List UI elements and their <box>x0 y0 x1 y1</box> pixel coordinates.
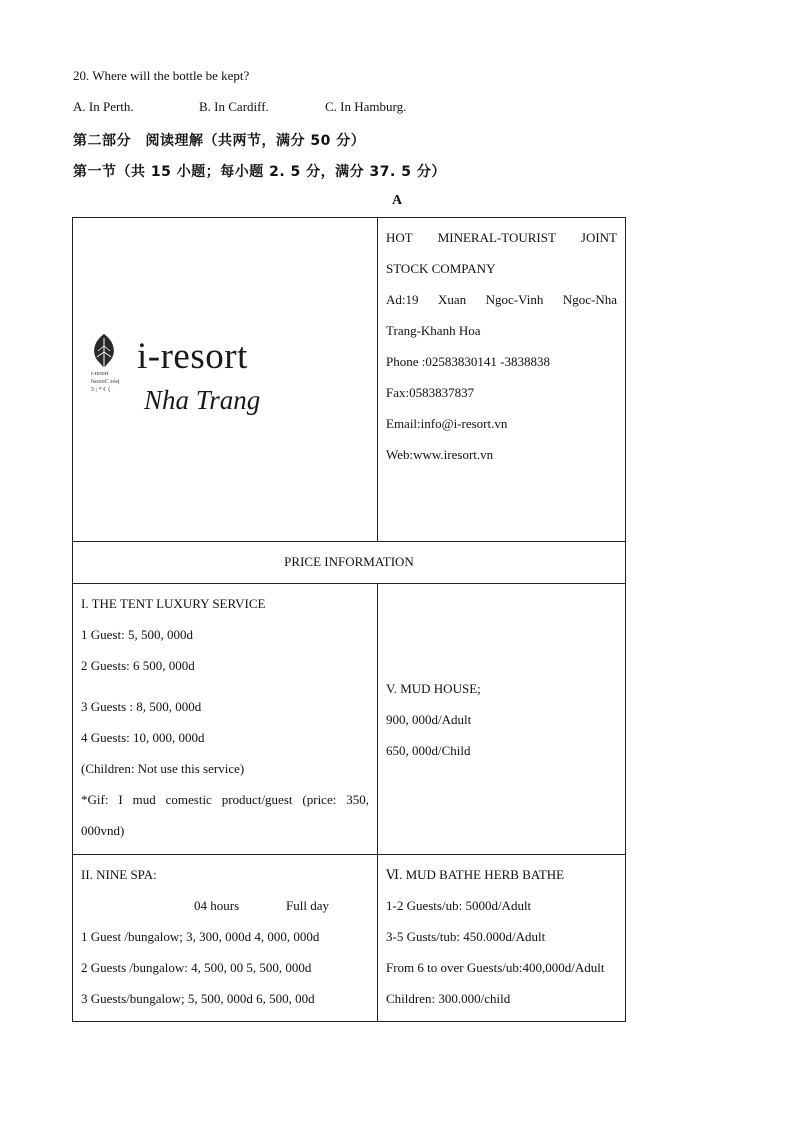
tent-price-3: 3 Guests : 8, 500, 000d <box>81 699 202 714</box>
herb-price-3: From 6 to over Guests/ub:400,000d/Adult <box>386 960 605 975</box>
option-c[interactable]: C. In Hamburg. <box>325 99 407 114</box>
company-address-cont: Trang-Khanh Hoa <box>386 323 481 338</box>
tent-price-4: 4 Guests: 10, 000, 000d <box>81 730 205 745</box>
herb-price-children: Children: 300.000/child <box>386 991 511 1006</box>
spa-row-3: 3 Guests/bungalow; 5, 500, 000d 6, 500, 00d <box>81 991 315 1006</box>
logo-wordmark: i-resort <box>137 336 248 377</box>
spa-column-headers <box>81 890 369 921</box>
tent-title: I. THE TENT LUXURY SERVICE <box>81 596 266 611</box>
resort-info-table <box>72 217 626 1022</box>
company-name: HOT MINERAL-TOURIST JOINT <box>386 230 617 245</box>
spa-cell <box>73 855 378 1021</box>
tent-service-cell <box>73 584 378 854</box>
section-heading: 第一节（共 15 小题；每小题 2. 5 分，满分 37. 5 分） <box>73 164 446 180</box>
logo-cell <box>73 218 378 541</box>
spa-row-2: 2 Guests /bungalow: 4, 500, 00 5, 500, 000d <box>81 960 312 975</box>
mud-house-child-price: 650, 000d/Child <box>386 742 471 758</box>
herb-title: Ⅵ. MUD BATHE HERB BATHE <box>386 867 565 882</box>
table-row-price-header <box>73 541 625 583</box>
spa-col-4hours: 04 hours <box>194 898 240 913</box>
part-heading: 第二部分 阅读理解（共两节，满分 50 分） <box>73 133 366 149</box>
price-info-heading: PRICE INFORMATION <box>284 554 414 569</box>
herb-bathe-cell <box>378 855 625 1021</box>
tent-gift-note-cont: 000vnd) <box>81 823 125 838</box>
spacer <box>81 681 369 691</box>
option-b[interactable]: B. In Cardiff. <box>199 99 269 114</box>
spa-title: II. NINE SPA: <box>81 867 157 882</box>
tent-price-1: 1 Guest: 5, 500, 000d <box>81 627 193 642</box>
spa-col-fullday: Full day <box>286 898 329 913</box>
company-web[interactable]: Web:www.iresort.vn <box>386 447 494 462</box>
company-fax: Fax:0583837837 <box>386 385 475 400</box>
spa-row-1: 1 Guest /bungalow; 3, 300, 000d 4, 000, 000d <box>81 929 320 944</box>
table-row-tent <box>73 583 625 854</box>
company-name-cont: STOCK COMPANY <box>386 261 496 276</box>
tent-gift-note: *Gif: I mud comestic product/guest (price: 350, <box>81 792 369 807</box>
tent-children-note: (Children: Not use this service) <box>81 761 245 776</box>
company-phone: Phone :02583830141 -3838838 <box>386 354 550 369</box>
herb-price-2: 3-5 Gusts/tub: 450.000d/Adult <box>386 929 546 944</box>
company-email[interactable]: Email:info@i-resort.vn <box>386 416 508 431</box>
company-info-cell <box>378 218 625 541</box>
herb-price-1: 1-2 Guests/ub: 5000d/Adult <box>386 898 532 913</box>
table-row-spa <box>73 854 625 1021</box>
company-address: Ad:19 Xuan Ngoc-Vinh Ngoc-Nha <box>386 292 617 307</box>
mud-house-cell <box>378 584 625 854</box>
mud-house-adult-price: 900, 000d/Adult <box>386 711 472 727</box>
option-a[interactable]: A. In Perth. <box>73 99 134 114</box>
mud-house-title: V. MUD HOUSE; <box>386 680 481 696</box>
logo-location: Nha Trang <box>144 385 261 415</box>
question-20: 20. Where will the bottle be kept? <box>73 68 250 83</box>
passage-label: A <box>391 193 403 208</box>
leaf-logo-icon <box>89 332 119 372</box>
tent-price-2: 2 Guests: 6 500, 000d <box>81 658 195 673</box>
logo-tiny-text: i-resort 6ssooC sós( 5 ; * ¢ { <box>91 371 120 393</box>
table-row-header <box>73 218 625 541</box>
